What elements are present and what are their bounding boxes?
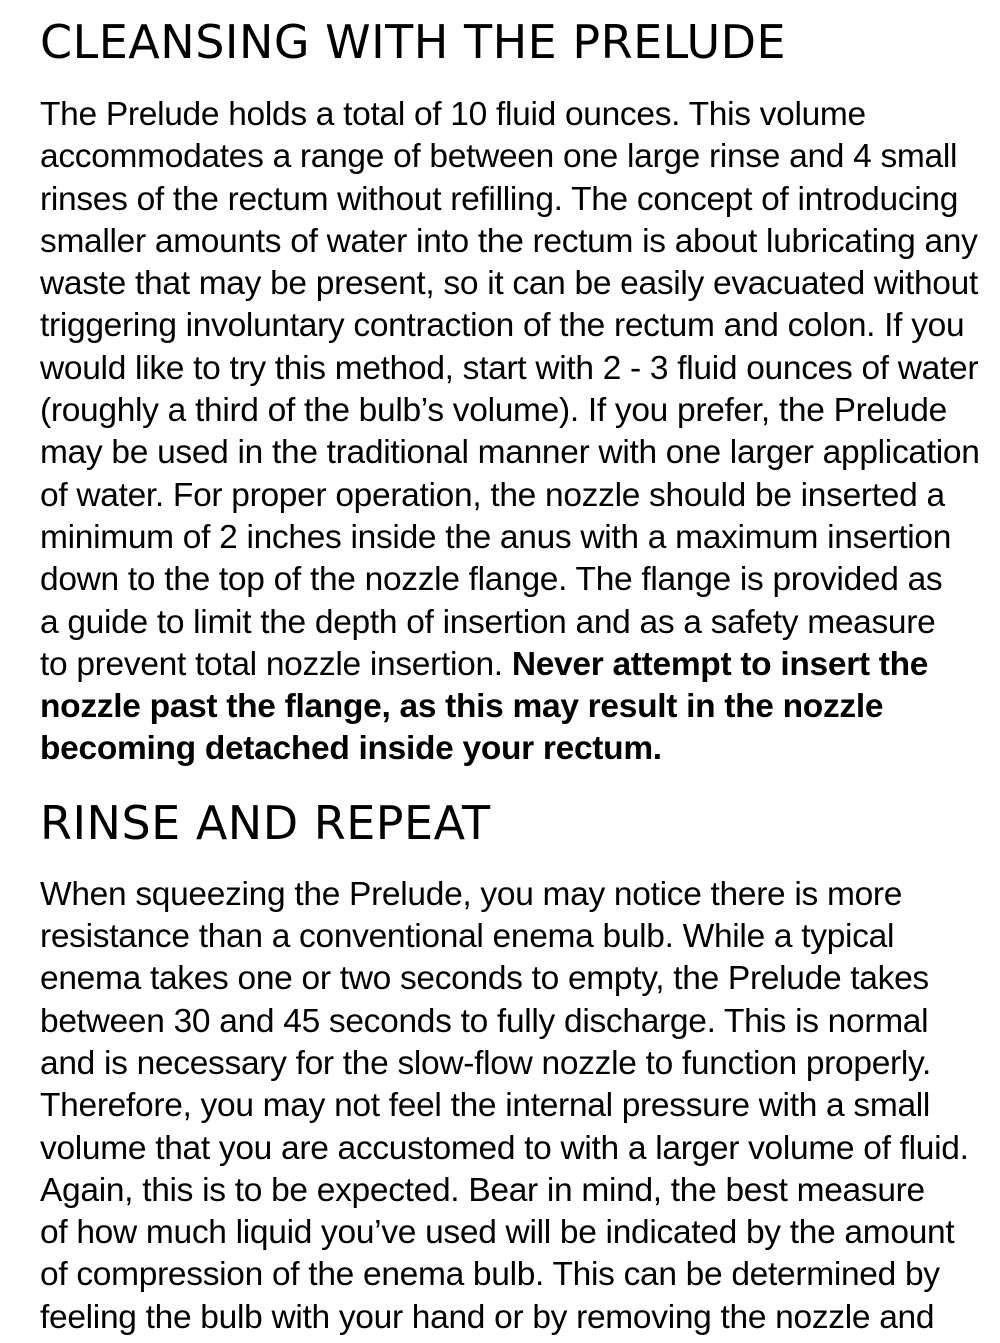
- paragraph-line-mixed: [40, 644, 970, 686]
- paragraph-line: The Prelude holds a total of 10 fluid ounces. This volume: [40, 96, 866, 133]
- paragraph-line: resistance than a conventional enema bulb. While a typical: [40, 918, 895, 956]
- paragraph-text: to prevent total nozzle insertion.: [40, 645, 512, 683]
- warning-line: becoming detached inside your rectum.: [40, 730, 662, 768]
- paragraph-line: When squeezing the Prelude, you may notice there is more: [40, 875, 903, 913]
- warning-text: Never attempt to insert the: [511, 645, 929, 683]
- paragraph-line: triggering involuntary contraction of the rectum and colon. If you: [40, 307, 965, 345]
- paragraph-line: down to the top of the nozzle flange. The flange is provided as: [40, 561, 943, 599]
- cleansing-paragraph: [40, 94, 980, 771]
- paragraph-line: between 30 and 45 seconds to fully discharge. This is normal: [40, 1002, 929, 1040]
- paragraph-line: of how much liquid you’ve used will be indicated by the amount: [40, 1214, 955, 1252]
- section-heading-cleansing: CLEANSING WITH THE PRELUDE: [40, 15, 787, 69]
- paragraph-line: may be used in the traditional manner with one larger application: [40, 434, 980, 472]
- paragraph-line: of water. For proper operation, the nozzle should be inserted a: [40, 476, 945, 514]
- paragraph-line: of compression of the enema bulb. This can be determined by: [40, 1256, 940, 1294]
- paragraph-line: Again, this is to be expected. Bear in mind, the best measure: [40, 1171, 925, 1209]
- paragraph-line: smaller amounts of water into the rectum is about lubricating any: [40, 222, 978, 260]
- document-page: [40, 14, 980, 1339]
- paragraph-line: feeling the bulb with your hand or by removing the nozzle and: [40, 1298, 935, 1336]
- paragraph-line: would like to try this method, start with 2 - 3 fluid ounces of water: [40, 349, 979, 387]
- paragraph-line: rinses of the rectum without refilling. The concept of introducing: [40, 180, 959, 218]
- paragraph-line: (roughly a third of the bulb’s volume). If you prefer, the Prelude: [40, 392, 947, 430]
- section-heading-rinse-repeat: RINSE AND REPEAT: [40, 795, 491, 850]
- paragraph-line: minimum of 2 inches inside the anus with a maximum insertion: [40, 518, 952, 556]
- paragraph-line: accommodates a range of between one large rinse and 4 small: [40, 138, 958, 176]
- paragraph-line: and is necessary for the slow-flow nozzle to function properly.: [40, 1044, 931, 1082]
- rinse-repeat-paragraph: [40, 874, 970, 1339]
- paragraph-line: a guide to limit the depth of insertion and as a safety measure: [40, 603, 936, 641]
- paragraph-line: waste that may be present, so it can be easily evacuated without: [40, 265, 978, 303]
- paragraph-line: enema takes one or two seconds to empty, the Prelude takes: [40, 960, 929, 998]
- warning-line: nozzle past the flange, as this may result in the nozzle: [40, 688, 884, 726]
- paragraph-line: Therefore, you may not feel the internal pressure with a small: [40, 1087, 931, 1125]
- paragraph-line: volume that you are accustomed to with a larger volume of fluid.: [40, 1129, 969, 1167]
